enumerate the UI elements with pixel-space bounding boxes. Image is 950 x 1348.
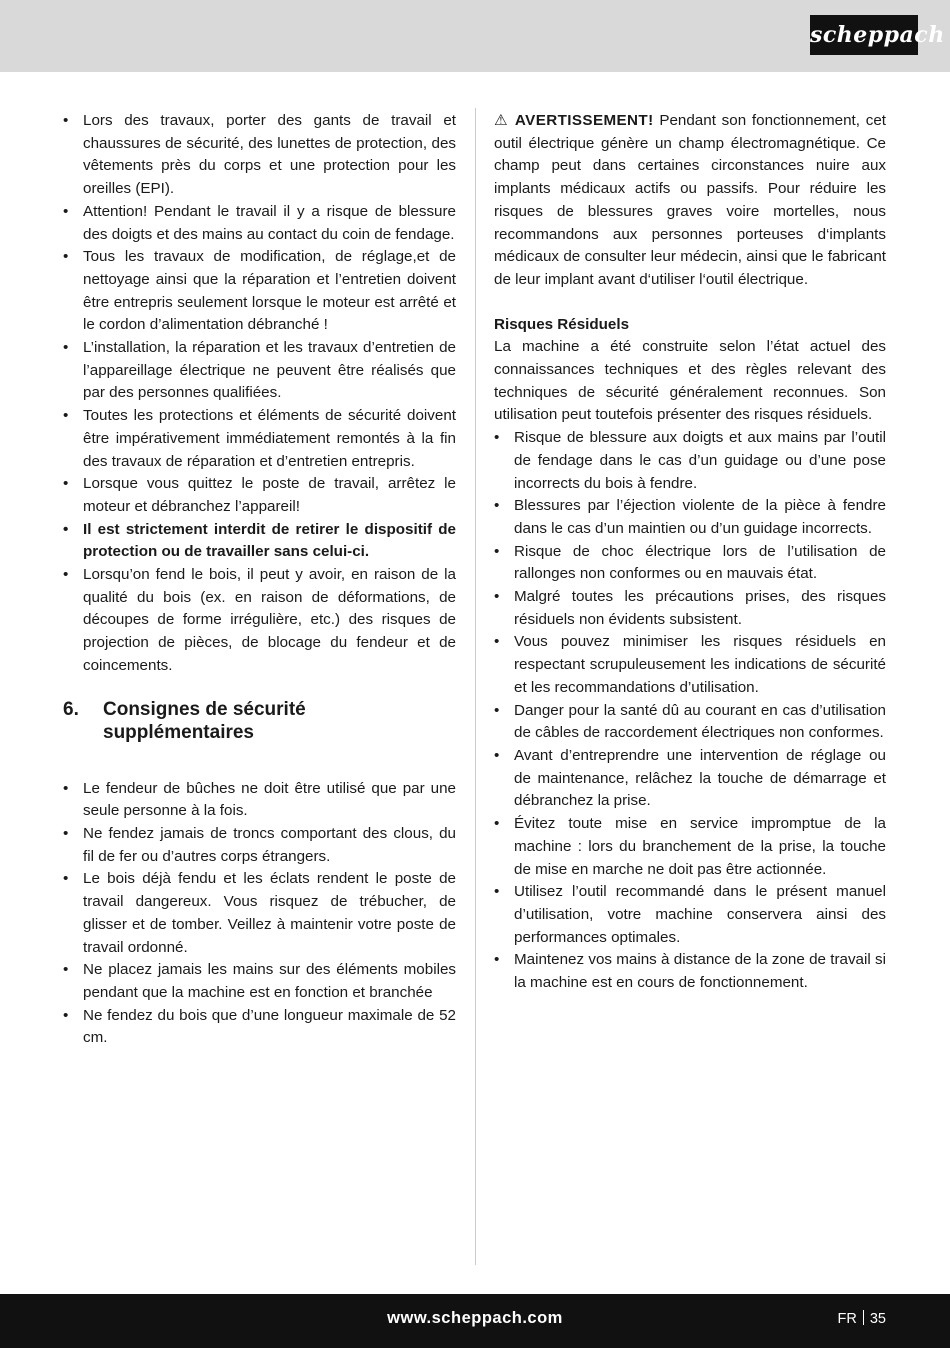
list-item-text: Malgré toutes les précautions prises, des risques résiduels non évidents subsistent. — [514, 588, 886, 628]
list-item-text: Maintenez vos mains à distance de la zone de travail si la machine est en cours de fonctionnement. — [514, 951, 886, 992]
bullet-icon: • — [494, 588, 500, 606]
bullet-icon: • — [63, 779, 69, 797]
bullet-icon: • — [494, 701, 500, 719]
bullet-icon: • — [63, 407, 69, 425]
list-item — [63, 246, 456, 337]
list-item — [63, 201, 456, 246]
bullet-icon: • — [63, 248, 69, 266]
list-item-text: Danger pour la santé dû au courant en cas d’utilisation de câbles de raccordement électriques non conformes. — [514, 701, 886, 742]
list-item — [494, 745, 886, 813]
bullet-icon: • — [63, 1006, 69, 1024]
page-info — [838, 1310, 886, 1327]
safety-list-supplementary — [63, 778, 456, 1050]
bullet-icon: • — [494, 746, 500, 764]
warning-text: Pendant son fonctionnement, cet outil électrique génère un champ électromagnétique. Ce champ peut dans certaines circonstances nuire aux implants médicaux actifs ou passifs. Pour réduire les risques de blessures graves voire mortelles, nous recommandons aux personnes porteuses d‘implants médicaux de consulter leur médecin, ainsi que le fabricant de leur implant avant d‘utiliser l‘outil électrique. — [494, 112, 886, 288]
list-item — [494, 813, 886, 881]
list-item-text: Évitez toute mise en service impromptue de la machine : lors du branchement de la prise, la touche de mise en marche ne doit pas être actionnée. — [514, 815, 886, 878]
list-item-text: Utilisez l’outil recommandé dans le présent manuel d’utilisation, votre machine conservera ainsi des performances optimales. — [514, 883, 886, 946]
section-number: 6. — [63, 698, 79, 720]
bullet-icon: • — [63, 202, 69, 220]
list-item — [63, 473, 456, 518]
section-title — [103, 698, 306, 744]
bullet-icon: • — [494, 951, 500, 969]
safety-list-top — [63, 110, 456, 678]
list-item-text: Il est strictement interdit de retirer le dispositif de protection ou de travailler sans celui-ci. — [83, 520, 456, 561]
list-item — [63, 868, 456, 959]
list-item-text: Risque de choc électrique lors de l’utilisation de rallonges non conformes ou en mauvais état. — [514, 542, 886, 583]
list-item — [63, 778, 456, 823]
list-item-text: Ne fendez du bois que d’une longueur maximale de 52 cm. — [83, 1006, 456, 1047]
bullet-icon: • — [494, 429, 500, 447]
list-item — [63, 823, 456, 868]
bullet-icon: • — [63, 824, 69, 842]
residual-risks-list — [494, 427, 886, 995]
list-item-text: Toutes les protections et éléments de sécurité doivent être impérativement immédiatement remontés à la fin des travaux de réparation et d’entretien entrepris. — [83, 407, 456, 470]
warning-title: AVERTISSEMENT! — [514, 112, 654, 129]
bullet-icon: • — [63, 520, 69, 538]
list-item — [494, 586, 886, 631]
list-item — [63, 337, 456, 405]
bullet-icon: • — [494, 815, 500, 833]
warning-paragraph — [494, 110, 886, 292]
left-column — [63, 110, 456, 1050]
list-item-text: Lorsqu’on fend le bois, il peut y avoir, en raison de la qualité du bois (ex. en raison de déformations, de découpes de forme irrégulière, etc.) des risques de projection de pièces, de blocage du fendeur et de coincements. — [83, 566, 456, 674]
column-divider — [475, 108, 476, 1265]
list-item-text: Attention! Pendant le travail il y a risque de blessure des doigts et des mains au contact du coin de fendage. — [83, 202, 456, 243]
list-item — [494, 427, 886, 495]
list-item — [494, 949, 886, 994]
list-item-text: Ne fendez jamais de troncs comportant des clous, du fil de fer ou d’autres corps étrangers. — [83, 824, 456, 865]
list-item — [63, 110, 456, 201]
page-footer — [0, 1294, 950, 1348]
section-title-line2: supplémentaires — [103, 721, 254, 743]
bullet-icon: • — [494, 883, 500, 901]
bullet-icon: • — [63, 339, 69, 357]
list-item-text: Avant d’entreprendre une intervention de réglage ou de maintenance, relâchez la touche de démarrage et débranchez la prise. — [514, 746, 886, 810]
bullet-icon: • — [63, 870, 69, 888]
list-item-text: Risque de blessure aux doigts et aux mains par l’outil de fendage dans le cas d’un guidage ou d’une pose incorrects du bois à fendre. — [514, 429, 886, 492]
page-header — [0, 0, 950, 72]
list-item — [63, 959, 456, 1004]
warning-triangle-icon: ⚠ — [494, 112, 510, 129]
bullet-icon: • — [63, 566, 69, 584]
list-item — [494, 700, 886, 745]
bullet-icon: • — [63, 961, 69, 979]
residual-risks-heading: Risques Résiduels — [494, 315, 630, 333]
bullet-icon: • — [63, 112, 69, 129]
list-item — [63, 519, 456, 564]
list-item-text: Lorsque vous quittez le poste de travail, arrêtez le moteur et débranchez l’appareil! — [83, 475, 456, 515]
list-item-text: Vous pouvez minimiser les risques résiduels en respectant scrupuleusement les indications de sécurité et les recommandations d’utilisation. — [514, 633, 886, 696]
list-item-text: Blessures par l’éjection violente de la pièce à fendre dans le cas d’un maintien ou d’un guidage incorrects. — [514, 497, 886, 537]
footer-separator — [863, 1310, 864, 1325]
section-heading — [63, 698, 456, 744]
list-item-text: Le bois déjà fendu et les éclats rendent le poste de travail dangereux. Vous risquez de trébucher, de glisser et de tomber. Veillez à maintenir votre poste de travail ordonné. — [83, 870, 456, 956]
list-item-text: Le fendeur de bûches ne doit être utilisé que par une seule personne à la fois. — [83, 779, 456, 820]
list-item — [494, 541, 886, 586]
section-title-line1: Consignes de sécurité — [103, 698, 306, 720]
list-item — [63, 564, 456, 678]
bullet-icon: • — [494, 542, 500, 560]
bullet-icon: • — [494, 633, 500, 651]
list-item — [494, 631, 886, 699]
bullet-icon: • — [63, 475, 69, 493]
list-item — [63, 1005, 456, 1050]
list-item-text: L’installation, la réparation et les travaux d’entretien de l’appareillage électrique ne peuvent être réalisés que par des personnes qualifiées. — [83, 339, 456, 402]
page-number: 35 — [869, 1311, 886, 1327]
list-item-text: Tous les travaux de modification, de réglage,et de nettoyage ainsi que la réparation et l’entretien doivent être entrepris seulement lorsque le moteur est arrêté et le cordon d’alimentation débranché ! — [83, 248, 456, 334]
list-item-text: Ne placez jamais les mains sur des éléments mobiles pendant que la machine est en fonction et branchée — [83, 961, 456, 1001]
list-item — [494, 881, 886, 949]
list-item — [494, 495, 886, 540]
list-item — [63, 405, 456, 473]
residual-risks-intro: La machine a été construite selon l’état actuel des connaissances techniques et des règles relevant des techniques de sécurité généralement reconnues. Son utilisation peut toutefois présenter des risques résiduels. — [494, 338, 886, 424]
right-column — [494, 110, 886, 995]
language-code: FR — [837, 1311, 857, 1327]
footer-website-link[interactable]: www.scheppach.com — [387, 1309, 563, 1327]
list-item-text: Lors des travaux, porter des gants de travail et chaussures de sécurité, des lunettes de protection, des vêtements près du corps et une protection pour les oreilles (EPI). — [83, 112, 456, 198]
scheppach-logo: scheppach — [810, 15, 918, 55]
bullet-icon: • — [494, 497, 500, 515]
